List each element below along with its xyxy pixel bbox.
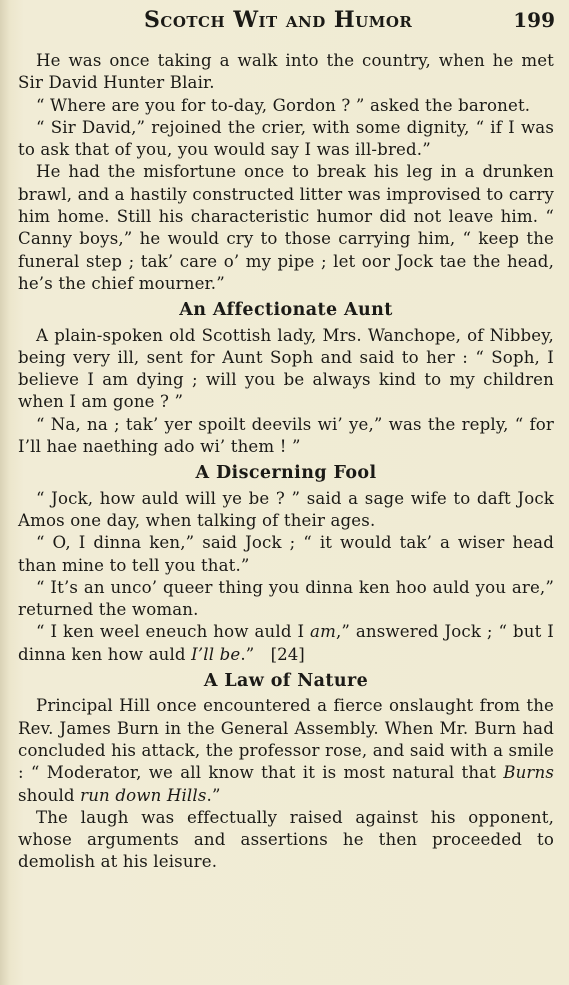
section-heading: A Discerning Fool <box>195 463 377 484</box>
footnote-reference: [24] <box>270 644 305 664</box>
text-run: Principal Hill once encountered a fierce onslaught from the Rev. James Burn in the General Assembly. When Mr. Burn had concluded his attack, the professor rose, and said with a smile : “ Moderator, we all know that it is most natural that <box>18 696 554 783</box>
paragraph: “ Na, na ; tak’ yer spoilt deevils wi’ ye,” was the reply, “ for I’ll hae naething ado wi’ them ! ” <box>18 414 554 457</box>
paragraph: The laugh was effectually raised against his opponent, whose arguments and assertions he then proceeded to demolish at his leisure. <box>18 807 554 872</box>
page-header <box>0 4 569 38</box>
text-run: “ I ken weel eneuch how auld I <box>36 622 311 642</box>
text-run: ,” answered Jock ; “ but I dinna ken how auld <box>18 622 554 664</box>
paragraph: “ Sir David,” rejoined the crier, with some dignity, “ if I was to ask that of you, you would say I was ill-bred.” <box>18 117 554 160</box>
paragraph: He was once taking a walk into the country, when he met Sir David Hunter Blair. <box>18 51 554 93</box>
paragraph: “ It’s an unco’ queer thing you dinna ken hoo auld you are,” returned the woman. <box>18 577 554 620</box>
italic-text: run down Hills <box>80 785 207 805</box>
running-title: Scotch Wit and Humor <box>144 7 413 33</box>
italic-text: Burns <box>503 763 554 783</box>
page-number: 199 <box>513 8 555 32</box>
paragraph: A plain-spoken old Scottish lady, Mrs. Wanchope, of Nibbey, being very ill, sent for Aunt Soph and said to her : “ Soph, I believe I am dying ; will you be always kind to my children when I am gone ? ” <box>18 325 554 412</box>
paragraph <box>18 621 554 666</box>
paragraph: “ Jock, how auld will ye be ? ” said a sage wife to daft Jock Amos one day, when talking of their ages. <box>18 488 554 530</box>
paragraph: “ Where are you for to-day, Gordon ? ” asked the baronet. <box>36 95 531 115</box>
paragraph <box>18 695 554 806</box>
italic-text: I’ll be <box>191 644 241 664</box>
section-heading: A Law of Nature <box>203 671 369 692</box>
italic-text: am <box>310 622 336 642</box>
text-run: .” <box>206 785 221 805</box>
page-body <box>18 50 554 874</box>
text-run: should <box>18 785 81 805</box>
text-run: .” <box>240 644 255 664</box>
section-heading: An Affectionate Aunt <box>179 300 393 321</box>
paragraph: He had the misfortune once to break his leg in a drunken brawl, and a hastily constructed litter was improvised to carry him home. Still his characteristic humor did not leave him. “ Canny boys,” he would cry to those carrying him, “ keep the funeral step ; tak’ care o’ my pipe ; let oor Jock tae the head, he’s the chief mourner.” <box>18 162 554 293</box>
paragraph: “ O, I dinna ken,” said Jock ; “ it would tak’ a wiser head than mine to tell you that.” <box>18 533 554 575</box>
